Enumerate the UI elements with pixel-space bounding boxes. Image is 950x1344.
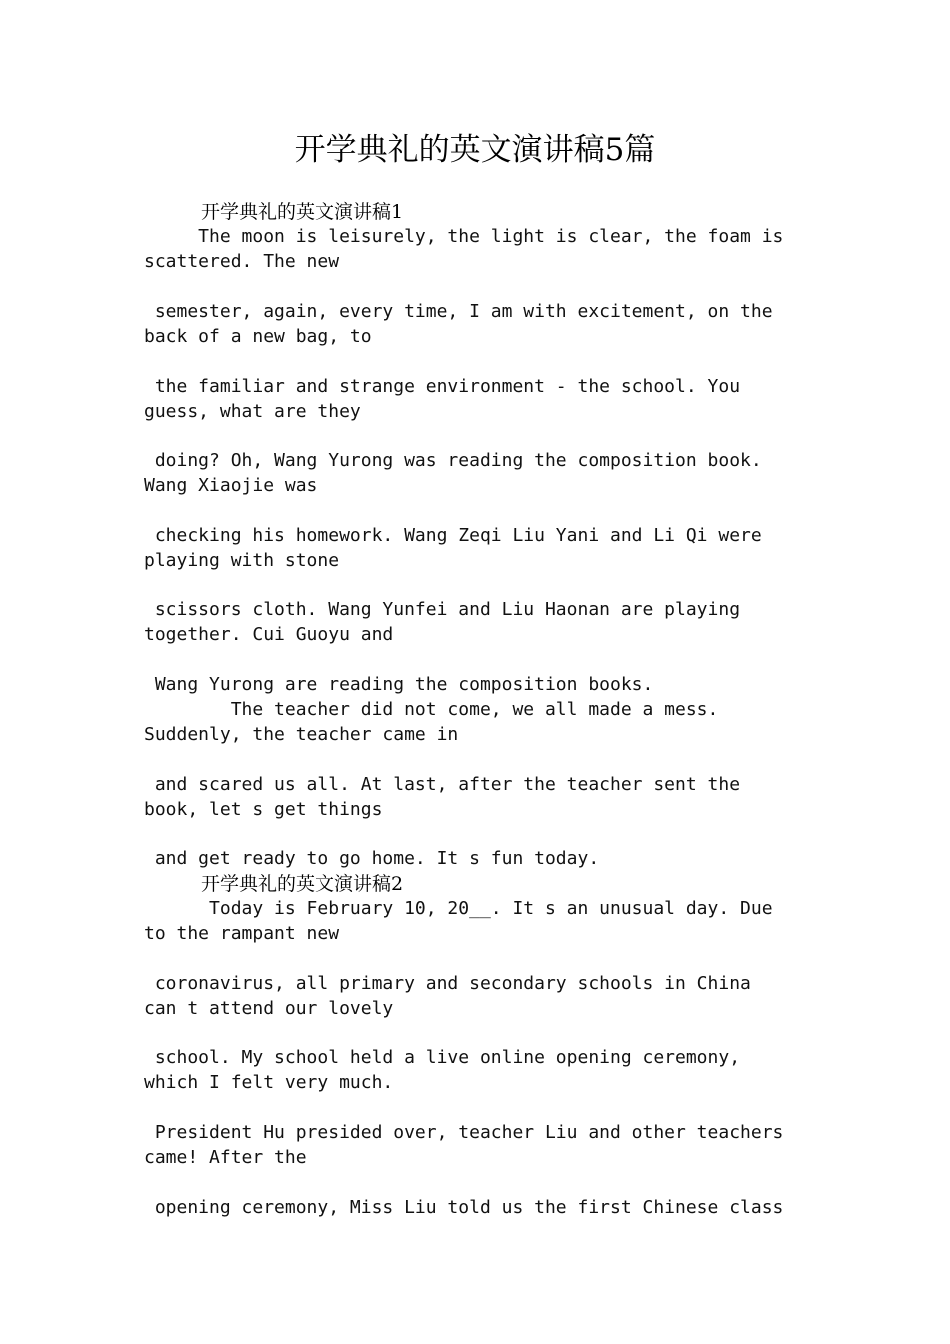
text-line: doing? Oh, Wang Yurong was reading the composition book. — [144, 450, 762, 471]
text-line: opening ceremony, Miss Liu told us the first Chinese class — [144, 1197, 784, 1218]
text-line: scattered. The new — [144, 251, 340, 272]
text-line: Wang Xiaojie was — [144, 475, 318, 496]
text-line: and scared us all. At last, after the teacher sent the — [144, 774, 741, 795]
text-line: came! After the — [144, 1147, 307, 1168]
text-line: President Hu presided over, teacher Liu and other teachers — [144, 1122, 784, 1143]
text-line: semester, again, every time, I am with excitement, on the — [144, 301, 773, 322]
text-line: Wang Yurong are reading the composition books. — [144, 674, 654, 695]
text-line: back of a new bag, to — [144, 326, 372, 347]
text-line: Suddenly, the teacher came in — [144, 724, 459, 745]
text-line: which I felt very much. — [144, 1072, 394, 1093]
text-line: The teacher did not come, we all made a mess. — [144, 699, 719, 720]
text-line: and get ready to go home. It s fun today. — [144, 848, 600, 869]
section-2-heading: 开学典礼的英文演讲稿2 — [201, 873, 404, 895]
text-line: coronavirus, all primary and secondary schools in China — [144, 973, 751, 994]
text-line: scissors cloth. Wang Yunfei and Liu Haonan are playing — [144, 599, 741, 620]
text-line: checking his homework. Wang Zeqi Liu Yani and Li Qi were — [144, 525, 762, 546]
section-1-heading: 开学典礼的英文演讲稿1 — [201, 201, 404, 223]
text-line: Today is February 10, 20__. It s an unusual day. Due — [144, 898, 773, 919]
text-line: the familiar and strange environment - the school. You — [144, 376, 741, 397]
text-line: book, let s get things — [144, 799, 383, 820]
text-line: The moon is leisurely, the light is clear, the foam is — [144, 226, 784, 247]
text-line: guess, what are they — [144, 401, 361, 422]
document-title: 开学典礼的英文演讲稿5篇 — [294, 132, 656, 168]
text-line: can t attend our lovely — [144, 998, 394, 1019]
text-line: school. My school held a live online opening ceremony, — [144, 1047, 741, 1068]
text-line: to the rampant new — [144, 923, 340, 944]
text-line: together. Cui Guoyu and — [144, 624, 394, 645]
text-line: playing with stone — [144, 550, 340, 571]
